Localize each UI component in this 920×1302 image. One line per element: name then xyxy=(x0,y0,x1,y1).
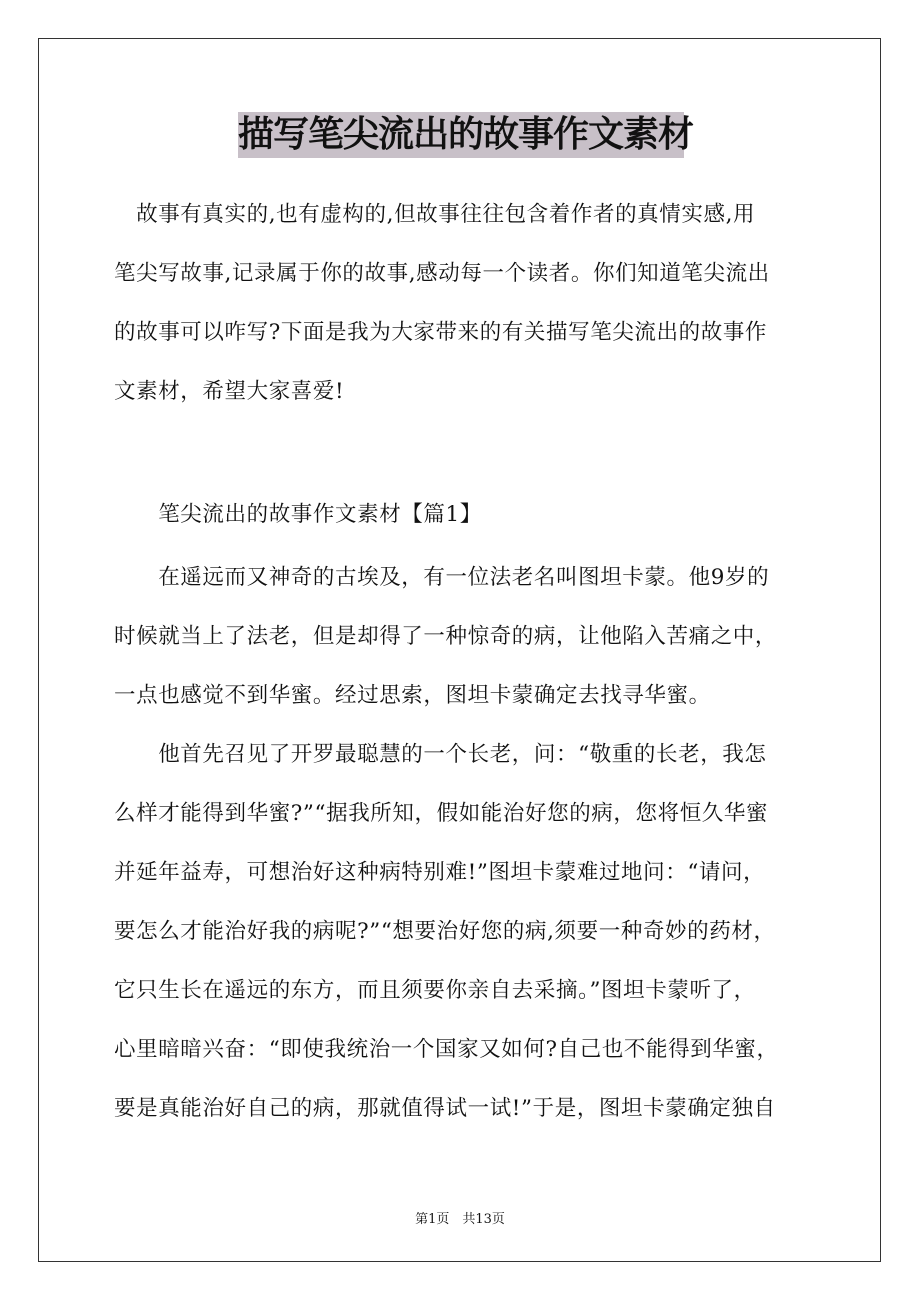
body-line: 它只生长在遥远的东方，而且须要你亲自去采摘。”图坦卡蒙听了， xyxy=(114,978,756,1003)
intro-line: 笔尖写故事,记录属于你的故事,感动每一个读者。你们知道笔尖流出 xyxy=(114,261,770,286)
body-line: 要是真能治好自己的病，那就值得试一试!”于是，图坦卡蒙确定独自 xyxy=(114,1096,776,1121)
intro-line: 文素材，希望大家喜爱! xyxy=(114,379,345,404)
page-number: 第1页 共13页 xyxy=(415,1212,505,1227)
body-line: 心里暗暗兴奋：“即使我统治一个国家又如何?自己也不能得到华蜜， xyxy=(114,1037,779,1062)
body-line: 并延年益寿，可想治好这种病特别难!”图坦卡蒙难过地问：“请问， xyxy=(114,860,766,885)
body-line: 在遥远而又神奇的古埃及，有一位法老名叫图坦卡蒙。他9岁的 xyxy=(114,565,770,590)
body-line: 时候就当上了法老，但是却得了一种惊奇的病，让他陷入苦痛之中， xyxy=(114,624,778,649)
body-line: 他首先召见了开罗最聪慧的一个长老，问：“敬重的长老，我怎 xyxy=(114,742,767,767)
document-title: 描写笔尖流出的故事作文素材 xyxy=(238,112,684,158)
body-line: 么样才能得到华蜜?”“据我所知，假如能治好您的病，您将恒久华蜜 xyxy=(114,801,769,826)
intro-line: 的故事可以咋写?下面是我为大家带来的有关描写笔尖流出的故事作 xyxy=(114,320,768,345)
intro-line: 故事有真实的,也有虚构的,但故事往往包含着作者的真情实感,用 xyxy=(114,202,756,227)
section-heading: 笔尖流出的故事作文素材【篇1】 xyxy=(114,502,482,527)
body-line: 一点也感觉不到华蜜。经过思索，图坦卡蒙确定去找寻华蜜。 xyxy=(114,683,711,708)
body-line: 要怎么才能治好我的病呢?”“想要治好您的病,须要一种奇妙的药材， xyxy=(114,919,776,944)
